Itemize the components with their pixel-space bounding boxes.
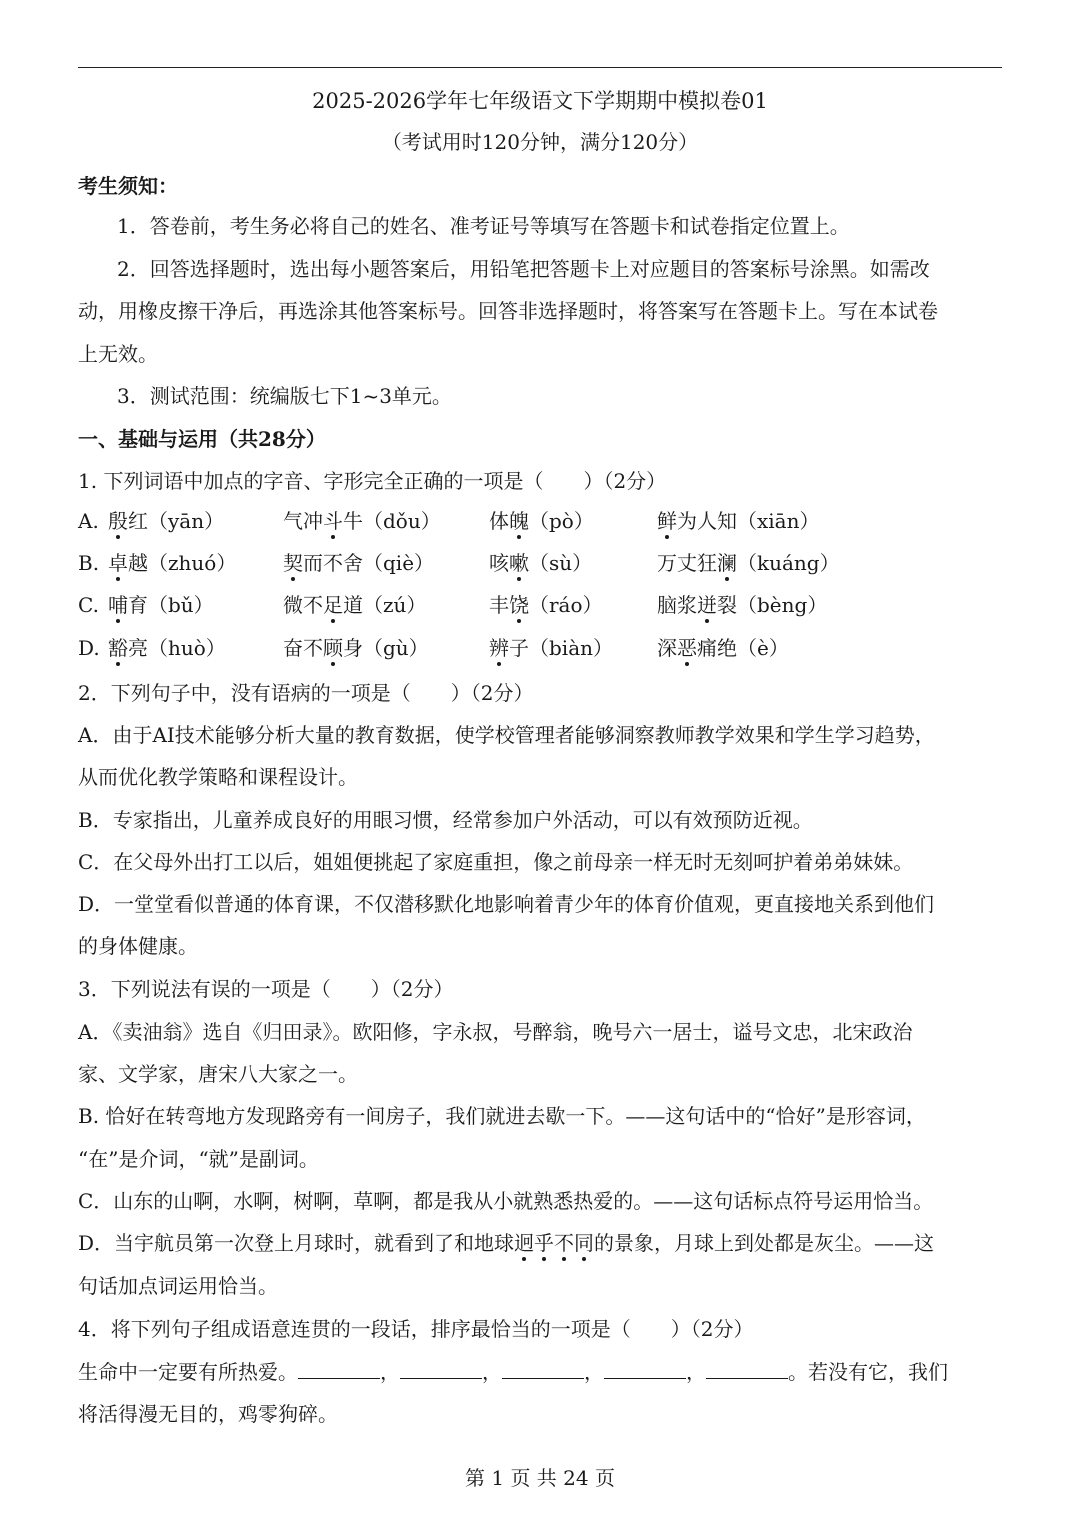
page-footer: 第 1 页 共 24 页: [465, 1466, 615, 1490]
section-1-heading: 一、基础与运用（共28分）: [78, 427, 326, 451]
emphasis-dot-char: 澜: [717, 551, 737, 575]
q3-d-suffix: 的景象，月球上到处都是灰尘。——这: [594, 1231, 935, 1255]
q1-stem: 1. 下列词语中加点的字音、字形完全正确的一项是（ ）（2分）: [78, 469, 667, 493]
emphasis-dot-char: 足: [323, 593, 343, 617]
q2-option-c: C．在父母外出打工以后，姐姐便挑起了家庭重担，像之前母亲一样无时无刻呵护着弟弟妹妹。: [78, 850, 914, 874]
q3-option-a-line-2: 家、文学家，唐宋八大家之一。: [78, 1062, 358, 1086]
q3-option-b-line-2: “在”是介词，“就”是副词。: [78, 1147, 319, 1171]
notice-item-2-line-1: 2．回答选择题时，选出每小题答案后，用铅笔把答题卡上对应题目的答案标号涂黑。如需改: [117, 257, 930, 281]
answer-blank[interactable]: [706, 1358, 788, 1379]
q2-option-a-line-2: 从而优化教学策略和课程设计。: [78, 765, 358, 789]
q1-option-word: [283, 591, 426, 619]
blank-separator: ，: [686, 1360, 706, 1384]
q3-option-d-line-2: 句话加点词运用恰当。: [78, 1274, 278, 1298]
q1-option-word: [489, 591, 603, 619]
blank-separator: ，: [482, 1360, 502, 1384]
emphasis-dot-char: 魄: [509, 509, 529, 533]
q1-option-label: A.: [78, 509, 99, 533]
q4-trailing-sentence: 。若没有它，我们: [788, 1360, 948, 1384]
q2-option-b: B．专家指出，儿童养成良好的用眼习惯，经常参加户外活动，可以有效预防近视。: [78, 808, 813, 832]
q3-option-a-line-1: A．《卖油翁》选自《归田录》。欧阳修，字永叔，号醉翁，晚号六一居士，谥号文忠，北宋政治: [78, 1020, 913, 1044]
word-prefix: 奋不: [283, 636, 323, 660]
word-suffix: 裂（bèng）: [717, 593, 828, 617]
emphasis-dot-char: 顾: [323, 636, 343, 660]
emphasis-dot-char: 乎: [534, 1231, 555, 1255]
q1-option-word: [489, 549, 592, 577]
emphasis-dot-char: 恶: [677, 636, 697, 660]
q1-option-word: [657, 591, 827, 619]
q1-option-word: [489, 634, 613, 662]
word-suffix: 子（biàn）: [509, 636, 614, 660]
word-prefix: 万丈狂: [657, 551, 717, 575]
notice-item-2-line-2: 动，用橡皮擦干净后，再选涂其他答案标号。回答非选择题时，将答案写在答题卡上。写在本试卷: [78, 299, 938, 323]
word-prefix: 脑浆: [657, 593, 697, 617]
emphasis-dot-char: 哺: [108, 593, 128, 617]
blank-separator: ，: [380, 1360, 400, 1384]
q1-option-word: [283, 634, 429, 662]
q1-option-word: [657, 507, 819, 535]
q4-stem: 4．将下列句子组成语意连贯的一段话，排序最恰当的一项是（ ）（2分）: [78, 1317, 754, 1341]
word-prefix: 体: [489, 509, 509, 533]
word-suffix: 道（zú）: [343, 593, 427, 617]
word-prefix: 咳: [489, 551, 509, 575]
word-suffix: 身（gù）: [343, 636, 429, 660]
q2-stem: 2．下列句子中，没有语病的一项是（ ）（2分）: [78, 681, 534, 705]
q1-option-label: D.: [78, 636, 100, 660]
answer-blank[interactable]: [502, 1358, 584, 1379]
q3-option-c: C．山东的山啊，水啊，树啊，草啊，都是我从小就熟悉热爱的。——这句话标点符号运用恰当。: [78, 1189, 934, 1213]
emphasis-dot-char: 迥: [514, 1231, 535, 1255]
header-rule: [78, 67, 1002, 68]
q1-option-word: [489, 507, 594, 535]
q1-option-word: [108, 591, 214, 619]
word-suffix: （ráo）: [529, 593, 603, 617]
word-suffix: 痛绝（è）: [697, 636, 789, 660]
emphasis-dot-char: 不: [554, 1231, 575, 1255]
q1-option-label: C.: [78, 593, 99, 617]
q2-option-a-line-1: A．由于AI技术能够分析大量的教育数据，使学校管理者能够洞察教师教学效果和学生学习趋势，: [78, 723, 935, 747]
blank-separator: ，: [584, 1360, 604, 1384]
word-suffix: 红（yān）: [128, 509, 225, 533]
word-suffix: 越（zhuó）: [128, 551, 237, 575]
notice-item-1: 1．答卷前，考生务必将自己的姓名、准考证号等填写在答题卡和试卷指定位置上。: [117, 214, 850, 238]
notice-item-2-line-3: 上无效。: [78, 342, 158, 366]
word-suffix: 育（bǔ）: [128, 593, 214, 617]
answer-blank[interactable]: [298, 1358, 380, 1379]
word-prefix: 微不: [283, 593, 323, 617]
emphasis-dot-char: 契: [283, 551, 303, 575]
word-prefix: 丰: [489, 593, 509, 617]
word-suffix: 牛（dǒu）: [343, 509, 441, 533]
word-prefix: 深: [657, 636, 677, 660]
q4-lead-sentence: 生命中一定要有所热爱。: [78, 1360, 298, 1384]
emphasis-dot-char: 饶: [509, 593, 529, 617]
answer-blank[interactable]: [604, 1358, 686, 1379]
q1-option-word: [108, 549, 236, 577]
word-suffix: 为人知（xiān）: [677, 509, 820, 533]
emphasis-dot-char: 卓: [108, 551, 128, 575]
word-suffix: （sù）: [529, 551, 593, 575]
notice-item-3: 3．测试范围：统编版七下1~3单元。: [117, 384, 452, 408]
q2-option-d-line-2: 的身体健康。: [78, 934, 198, 958]
q1-option-word: [108, 507, 224, 535]
emphasis-dot-char: 迸: [697, 593, 717, 617]
word-prefix: 气冲: [283, 509, 323, 533]
exam-title: 2025-2026学年七年级语文下学期期中模拟卷01: [312, 89, 768, 113]
q2-option-d-line-1: D．一堂堂看似普通的体育课，不仅潜移默化地影响着青少年的体育价值观，更直接地关系到他们: [78, 892, 935, 916]
q4-blanks: [298, 1360, 788, 1384]
emphasis-dot-char: 辨: [489, 636, 509, 660]
q3-option-d-line-1: [78, 1229, 934, 1257]
word-suffix: 亮（huò）: [128, 636, 226, 660]
emphasis-dot-char: 豁: [108, 636, 128, 660]
q1-option-word: [283, 549, 434, 577]
q3-d-dotted-word: [514, 1231, 594, 1255]
word-suffix: （pò）: [529, 509, 594, 533]
q1-option-label: B.: [78, 551, 100, 575]
q3-d-prefix: D．当宇航员第一次登上月球时，就看到了和地球: [78, 1231, 515, 1255]
q1-option-word: [657, 549, 840, 577]
q1-option-word: [657, 634, 789, 662]
q4-passage-line-2: 将活得漫无目的，鸡零狗碎。: [78, 1402, 338, 1426]
emphasis-dot-char: 嗽: [509, 551, 529, 575]
word-suffix: （kuáng）: [737, 551, 840, 575]
emphasis-dot-char: 斗: [323, 509, 343, 533]
emphasis-dot-char: 同: [574, 1231, 595, 1255]
emphasis-dot-char: 殷: [108, 509, 128, 533]
exam-subtitle: （考试用时120分钟，满分120分）: [381, 130, 699, 154]
word-suffix: 而不舍（qiè）: [303, 551, 435, 575]
q3-option-b-line-1: B. 恰好在转弯地方发现路旁有一间房子，我们就进去歇一下。——这句话中的“恰好”是形容词，: [78, 1104, 926, 1128]
q3-stem: 3．下列说法有误的一项是（ ）（2分）: [78, 977, 454, 1001]
q1-option-word: [108, 634, 226, 662]
emphasis-dot-char: 鲜: [657, 509, 677, 533]
q1-option-word: [283, 507, 441, 535]
answer-blank[interactable]: [400, 1358, 482, 1379]
q4-passage-line-1: [78, 1358, 948, 1386]
notice-heading: 考生须知：: [78, 174, 178, 198]
